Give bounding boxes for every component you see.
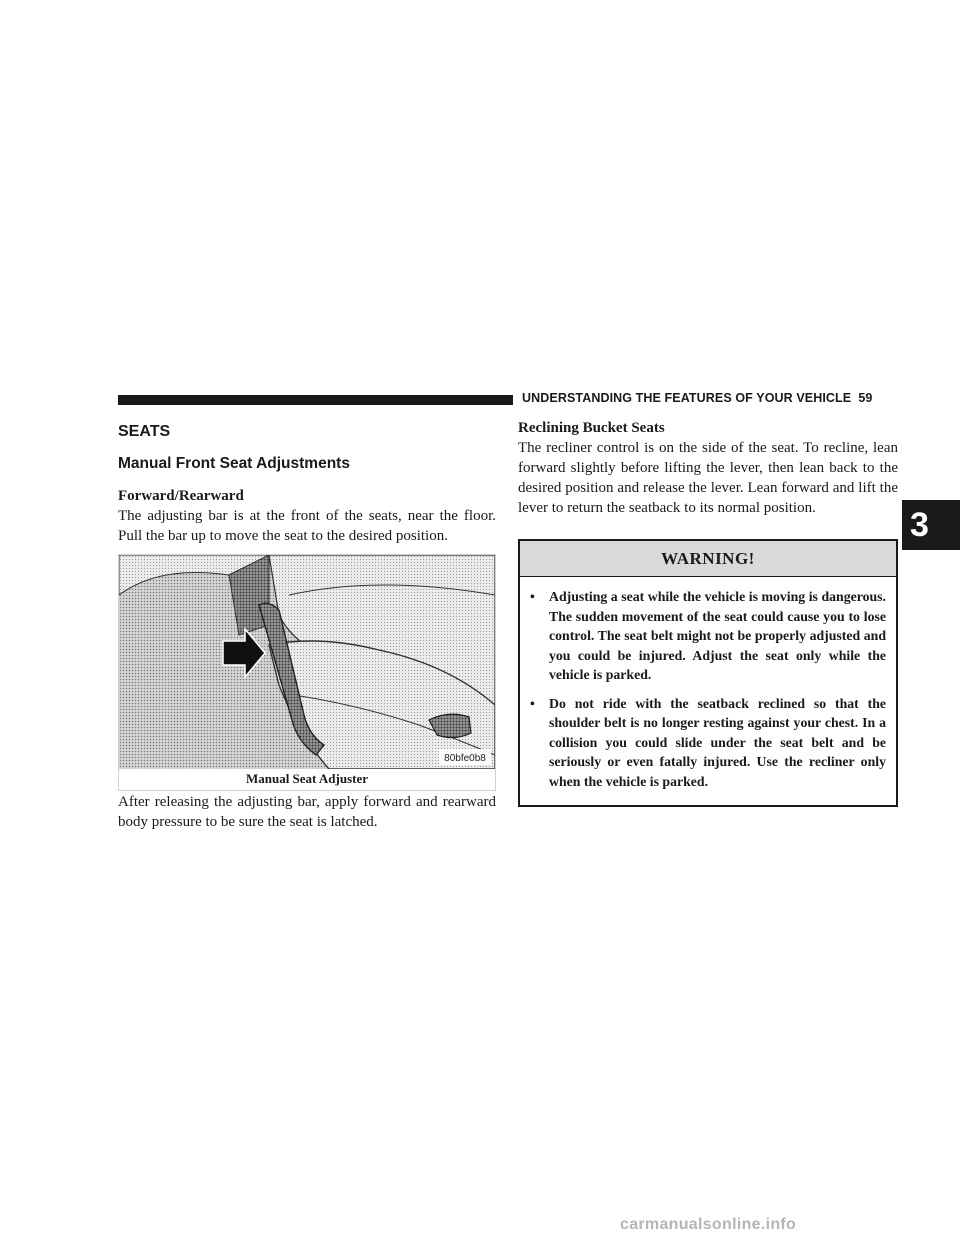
figure-caption: Manual Seat Adjuster	[245, 771, 369, 786]
paragraph-after-releasing: After releasing the adjusting bar, apply forward and rearward body pressure to be sure the seat is latched.	[118, 794, 496, 830]
warning-item-text: Do not ride with the seatback reclined so that the shoulder belt is no longer resting against your chest. In a collision you could slide under the seat belt and be seriously or even fatally injured. Use the recliner only when the vehicle is parked.	[549, 695, 886, 789]
warning-item	[530, 587, 886, 685]
chapter-tab: 3	[902, 500, 960, 550]
warning-item	[530, 694, 886, 792]
header-rule	[118, 395, 513, 405]
topic-title-forward-rearward: Forward/Rearward	[118, 488, 244, 504]
subsection-title: Manual Front Seat Adjustments	[118, 455, 350, 472]
topic-title-reclining: Reclining Bucket Seats	[518, 420, 665, 436]
bullet-icon: •	[530, 695, 535, 711]
figure-manual-seat-adjuster	[118, 554, 496, 791]
warning-item-text: Adjusting a seat while the vehicle is moving is dangerous. The sudden movement of the seat could cause you to lose control. The seat belt might not be properly adjusted and you could be injured. Adjust the seat only while the vehicle is parked.	[549, 589, 886, 682]
running-header	[522, 391, 898, 405]
left-column	[118, 420, 496, 832]
running-title: UNDERSTANDING THE FEATURES OF YOUR VEHICLE	[522, 391, 852, 405]
section-title: SEATS	[118, 423, 171, 440]
warning-box	[518, 539, 898, 807]
right-column	[518, 420, 898, 807]
seat-adjuster-illustration	[119, 555, 495, 769]
warning-list	[520, 577, 896, 805]
paragraph-adjusting-bar: The adjusting bar is at the front of the seats, near the floor. Pull the bar up to move the seat to the desired position.	[118, 508, 496, 544]
page-number: 59	[858, 391, 873, 405]
paragraph-recliner: The recliner control is on the side of the seat. To recline, lean forward slightly before lifting the lever, then lean back to the desired position and release the lever. Lean forward and lift the lever to return the seatback to its normal position.	[518, 440, 898, 516]
warning-title: WARNING!	[520, 541, 896, 577]
figure-code: 80bfe0b8	[444, 753, 486, 764]
bullet-icon: •	[530, 589, 535, 604]
watermark: carmanualsonline.info	[620, 1216, 797, 1233]
